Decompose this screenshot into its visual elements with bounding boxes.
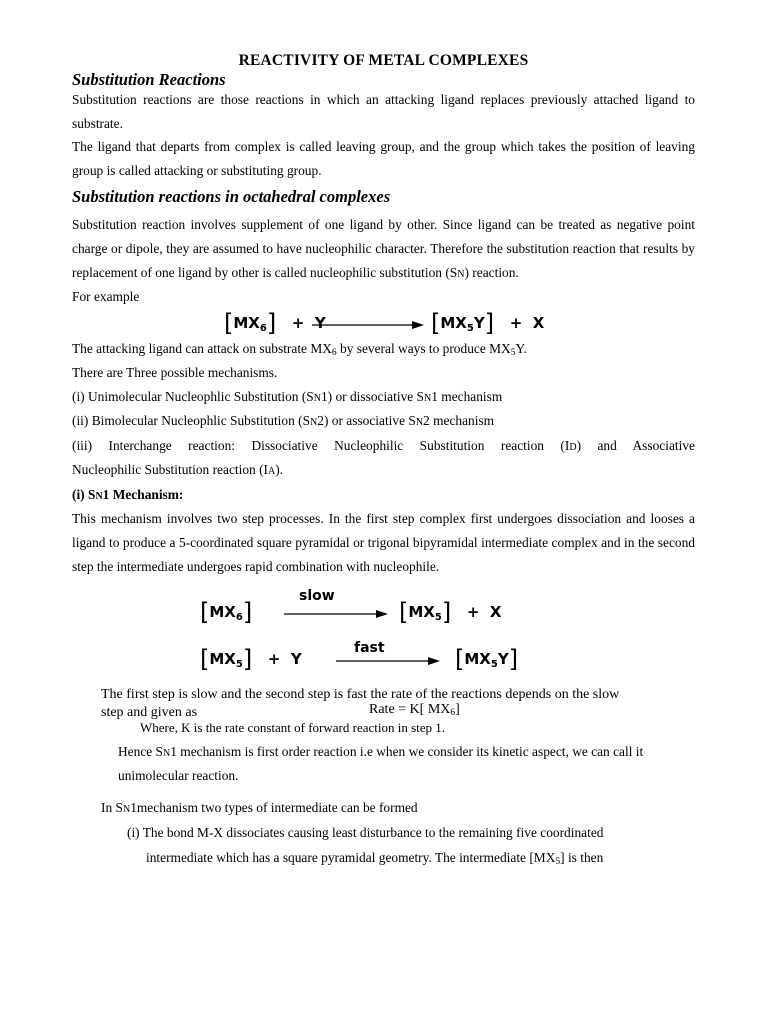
equation-2-rhs: $[MX_5]$ + X <box>399 598 502 626</box>
rate-equation: Rate = K[ $MX_6$] <box>369 702 460 718</box>
mechanism-1: (i) Unimolecular Nucleophlic Substitution (SN1) or dissociative SN1 mechanism <box>72 389 503 404</box>
paragraph-first-order-line-2: unimolecular reaction. <box>118 768 239 783</box>
equation-3-lhs: $[MX_5]$ + Y <box>200 645 302 673</box>
mechanism-3-line-2: Nucleophilic Substitution reaction (IA). <box>72 462 284 477</box>
paragraph-rate-line-2: step and given as <box>101 705 198 720</box>
sn1-heading: (i) SN1 Mechanism: <box>72 487 184 502</box>
paragraph-nucleophilic: Substitution reaction involves supplement of one ligand by other. Since ligand can be treated as negative point charge or dipole, they are assumed to have nucleophilic character. Therefore the substitution reaction that results by replacement of one ligand by other is called nucleophilic substitution (SN) reaction. <box>72 217 695 280</box>
intermediate-1-line-1: (i) The bond M-X dissociates causing least disturbance to the remaining five coordinated <box>127 825 604 840</box>
mechanism-3-line-1: (iii) Interchange reaction: Dissociative Nucleophilic Substitution reaction (ID) and Associative <box>72 438 695 453</box>
page-title: REACTIVITY OF METAL COMPLEXES <box>238 52 529 69</box>
paragraph-intermediates: In SN1mechanism two types of intermediate can be formed <box>101 800 418 815</box>
equation-2-lhs: $[MX_6]$ <box>200 598 253 626</box>
equation-1-arrow <box>312 318 424 332</box>
paragraph-leaving-group: The ligand that departs from complex is called leaving group, and the group which takes the position of leaving group is called attacking or substituting group. <box>72 139 695 178</box>
equation-3-label-fast: fast <box>354 640 385 656</box>
paragraph-sn1-description: This mechanism involves two step processes. In the first step complex first undergoes dissociation and looses a ligand to produce a 5-coordinated square pyramidal or trigonal bipyramidal intermediate complex and in the second step the intermediate undergoes rapid combination with nucleophile. <box>72 511 695 574</box>
mechanism-2: (ii) Bimolecular Nucleophlic Substitution (SN2) or associative SN2 mechanism <box>72 413 495 428</box>
paragraph-definition: Substitution reactions are those reactions in which an attacking ligand replaces previously attached ligand to substrate. <box>72 92 695 131</box>
equation-2-label-slow: slow <box>299 588 335 604</box>
equation-3-rhs: $[MX_5Y]$ <box>455 645 519 673</box>
intermediate-1-line-2: intermediate which has a square pyramidal geometry. The intermediate $[MX_5]$ is then <box>146 850 604 867</box>
equation-3-arrow <box>336 654 440 668</box>
heading-octahedral: Substitution reactions in octahedral complexes <box>72 187 391 206</box>
paragraph-rate-line-1: The first step is slow and the second step is fast the rate of the reactions depends on the slow <box>101 687 620 702</box>
paragraph-first-order-line-1: Hence SN1 mechanism is first order reaction i.e when we consider its kinetic aspect, we can call it <box>118 744 644 759</box>
equation-1-rhs: $[MX_5Y]$ + X <box>431 309 545 337</box>
paragraph-attacking-ligand: The attacking ligand can attack on substrate $MX_6$ by several ways to produce $MX_5Y$. <box>72 341 527 358</box>
three-mechanisms: There are Three possible mechanisms. <box>72 365 278 380</box>
equation-2-arrow <box>284 607 388 621</box>
heading-substitution-reactions: Substitution Reactions <box>72 70 226 89</box>
equation-1-lhs: $[MX_6]$ + Y <box>224 309 326 337</box>
for-example-label: For example <box>72 289 140 304</box>
rate-constant-note: Where, K is the rate constant of forward reaction in step 1. <box>140 720 446 735</box>
